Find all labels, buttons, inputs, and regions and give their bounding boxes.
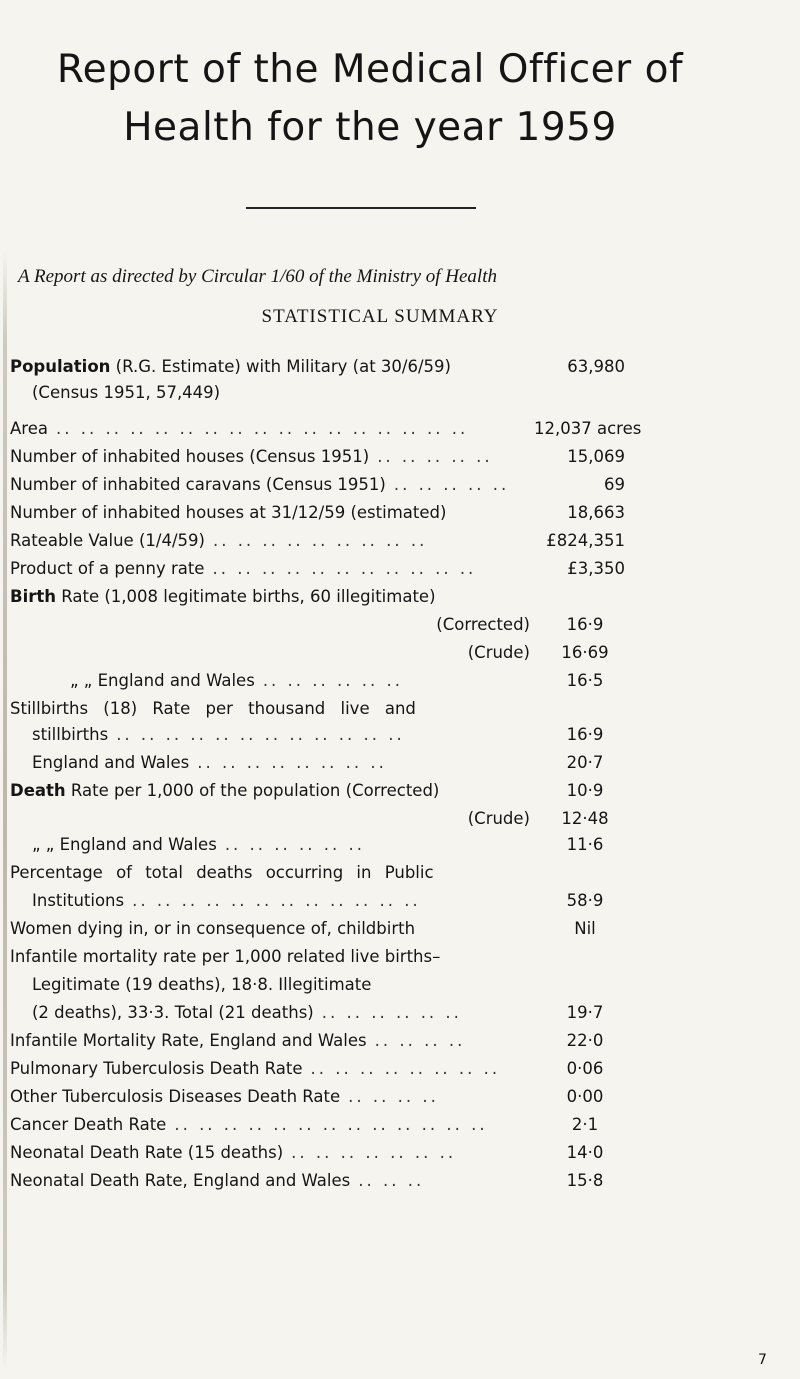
leader-dots: .. .. .. .. .. .. .. .. .. .. .. ..: [132, 891, 421, 910]
row-women-childbirth: [10, 914, 790, 944]
infant3-label: (2 deaths), 33·3. Total (21 deaths): [32, 1003, 314, 1022]
page-number: 7: [758, 1352, 767, 1368]
leader-dots: .. .. .. .. ..: [393, 475, 510, 494]
infant1-label: Infantile mortality rate per 1,000 related live births–: [10, 947, 441, 966]
population-value: 63,980: [567, 357, 625, 376]
row-neonatal: [10, 1138, 790, 1168]
women-label: Women dying in, or in consequence of, childbirth: [10, 919, 416, 938]
women-value: Nil: [574, 919, 596, 938]
houses-label: Number of inhabited houses (Census 1951): [10, 447, 370, 466]
title-rule: [246, 207, 476, 209]
death-ew-value: 11·6: [566, 835, 604, 854]
penny-label: Product of a penny rate: [10, 559, 205, 578]
leader-dots: .. .. .. .. .. .. .. ..: [197, 753, 387, 772]
row-infantile-mortality-3: [10, 998, 790, 1028]
row-houses-estimated: [10, 498, 790, 528]
leader-dots: .. .. .. .. ..: [377, 447, 493, 466]
still-ew-label: England and Wales: [32, 753, 190, 772]
pct-value: 58·9: [566, 891, 604, 910]
birth-corrected-label: (Corrected): [436, 615, 530, 634]
row-neonatal-england-wales: [10, 1166, 790, 1196]
other-tb-value: 0·00: [566, 1087, 604, 1106]
row-other-tb: [10, 1082, 790, 1112]
leader-dots: .. .. .. ..: [374, 1031, 466, 1050]
rateable-value: £824,351: [546, 531, 625, 550]
cancer-value: 2·1: [571, 1115, 599, 1134]
stillbirths2-label: stillbirths: [32, 725, 109, 744]
penny-value: £3,350: [567, 559, 625, 578]
row-birth-crude: [10, 638, 790, 668]
still-ew-value: 20·7: [566, 753, 604, 772]
caravans-label: Number of inhabited caravans (Census 1951): [10, 475, 386, 494]
report-subtitle: A Report as directed by Circular 1/60 of the Ministry of Health: [18, 266, 497, 287]
houses-est-label: Number of inhabited houses at 31/12/59 (estimated): [10, 503, 447, 522]
stillbirths-value: 16·9: [566, 725, 604, 744]
neonatal-ew-label: Neonatal Death Rate, England and Wales: [10, 1171, 351, 1190]
stillbirths-label: Stillbirths (18) Rate per thousand live and: [10, 699, 416, 718]
leader-dots: .. .. .. .. .. ..: [262, 671, 403, 690]
row-death-england-wales: [10, 830, 790, 860]
birth-label: Rate (1,008 legitimate births, 60 illegitimate): [56, 587, 436, 606]
houses-est-value: 18,663: [567, 503, 625, 522]
infant-total-value: 19·7: [566, 1003, 604, 1022]
birth-ew-label: „ „ England and Wales: [70, 671, 255, 690]
leader-dots: .. .. .. .. .. .. .. .. .. .. ..: [212, 559, 477, 578]
death-crude-value: 12·48: [561, 809, 609, 828]
birth-crude-value: 16·69: [561, 643, 609, 662]
cancer-label: Cancer Death Rate: [10, 1115, 167, 1134]
birth-ew-value: 16·5: [566, 671, 604, 690]
infant2-label: Legitimate (19 deaths), 18·8. Illegitimate: [32, 975, 372, 994]
leader-dots: .. .. .. .. .. .. .. .. .. .. .. .. .. .. .. .. ..: [55, 419, 469, 438]
row-pulmonary-tb: [10, 1054, 790, 1084]
population-label-bold: Population: [10, 357, 111, 376]
pct-label: Percentage of total deaths occurring in Public: [10, 863, 434, 882]
leader-dots: .. .. .. .. .. .. .. .. ..: [212, 531, 428, 550]
row-area: [10, 414, 790, 444]
caravans-value: 69: [604, 475, 625, 494]
neonatal-label: Neonatal Death Rate (15 deaths): [10, 1143, 284, 1162]
row-percentage-deaths-2: [10, 886, 790, 916]
birth-corrected-value: 16·9: [566, 615, 604, 634]
pct2-label: Institutions: [32, 891, 125, 910]
row-percentage-deaths: [10, 858, 790, 888]
leader-dots: .. .. .. .. .. ..: [224, 835, 365, 854]
leader-dots: .. .. .. ..: [348, 1087, 439, 1106]
infant-ew-label: Infantile Mortality Rate, England and Wales: [10, 1031, 367, 1050]
row-infantile-mortality-2: [10, 970, 790, 1000]
row-caravans: [10, 470, 790, 500]
pulmonary-label: Pulmonary Tuberculosis Death Rate: [10, 1059, 303, 1078]
scan-edge: [3, 250, 7, 1370]
leader-dots: .. .. .. .. .. .. .. .. .. .. .. ..: [116, 725, 405, 744]
row-penny-rate: [10, 554, 790, 584]
row-houses: [10, 442, 790, 472]
death-ew-label: „ „ England and Wales: [32, 835, 217, 854]
rateable-label: Rateable Value (1/4/59): [10, 531, 205, 550]
section-heading: STATISTICAL SUMMARY: [261, 306, 499, 327]
row-rateable-value: [10, 526, 790, 556]
row-infantile-mortality: [10, 942, 790, 972]
leader-dots: .. .. .. .. .. ..: [321, 1003, 462, 1022]
other-tb-label: Other Tuberculosis Diseases Death Rate: [10, 1087, 341, 1106]
row-death-rate: [10, 776, 790, 806]
row-infantile-england-wales: [10, 1026, 790, 1056]
houses-value: 15,069: [567, 447, 625, 466]
row-census: [10, 378, 790, 408]
area-value: 12,037 acres: [534, 419, 642, 438]
birth-label-bold: Birth: [10, 587, 57, 606]
birth-crude-label: (Crude): [467, 643, 530, 662]
row-stillbirths-england-wales: [10, 748, 790, 778]
row-birth-england-wales: [10, 666, 790, 696]
population-label: (R.G. Estimate) with Military (at 30/6/59): [110, 357, 451, 376]
report-title-line-2: Health for the year 1959: [123, 105, 617, 150]
neonatal-ew-value: 15·8: [566, 1171, 604, 1190]
row-birth-rate: [10, 582, 790, 612]
row-birth-corrected: [10, 610, 790, 640]
leader-dots: .. .. .. .. .. .. .. .. .. .. .. .. ..: [174, 1115, 488, 1134]
death-label: Rate per 1,000 of the population (Corrected): [65, 781, 440, 800]
infant-ew-value: 22·0: [566, 1031, 604, 1050]
area-label: Area: [10, 419, 48, 438]
census-label: (Census 1951, 57,449): [32, 383, 221, 402]
leader-dots: .. .. ..: [358, 1171, 425, 1190]
pulmonary-value: 0·06: [566, 1059, 604, 1078]
death-label-bold: Death: [10, 781, 66, 800]
row-cancer: [10, 1110, 790, 1140]
leader-dots: .. .. .. .. .. .. .. ..: [310, 1059, 501, 1078]
neonatal-value: 14·0: [566, 1143, 604, 1162]
report-title-line-1: Report of the Medical Officer of: [56, 47, 684, 92]
row-stillbirths-2: [10, 720, 790, 750]
leader-dots: .. .. .. .. .. .. ..: [291, 1143, 457, 1162]
death-corrected-value: 10·9: [566, 781, 604, 800]
death-crude-label: (Crude): [467, 809, 530, 828]
